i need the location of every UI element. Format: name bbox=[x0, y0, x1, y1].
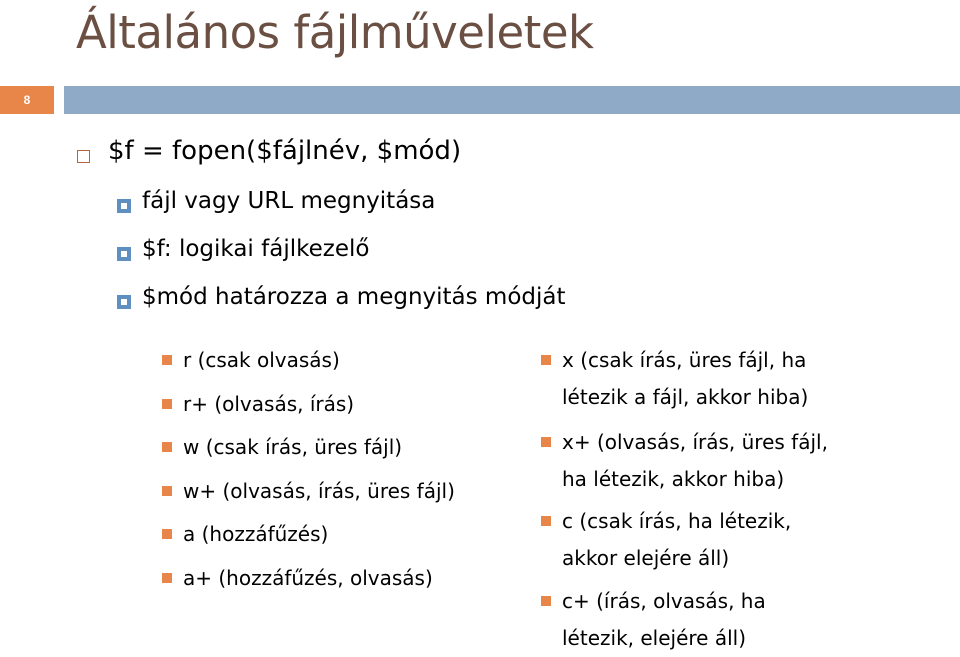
filled-square-bullet-icon bbox=[162, 355, 172, 365]
mode-line: c+ (írás, olvasás, ha bbox=[562, 589, 766, 613]
filled-square-bullet-icon bbox=[162, 486, 172, 496]
mode-item-c bbox=[562, 503, 791, 577]
sub-bullet-3: $mód határozza a megnyitás módját bbox=[142, 284, 566, 310]
slide-title: Általános fájlműveletek bbox=[76, 6, 594, 59]
mode-item-x-plus bbox=[562, 424, 828, 498]
mode-item: w (csak írás, üres fájl) bbox=[183, 435, 403, 459]
mode-line: létezik, elejére áll) bbox=[562, 626, 747, 650]
filled-square-bullet-icon bbox=[541, 516, 551, 526]
mode-line: akkor elejére áll) bbox=[562, 546, 730, 570]
sub-bullet-2: $f: logikai fájlkezelő bbox=[142, 236, 370, 262]
sub-bullet-1: fájl vagy URL megnyitása bbox=[142, 188, 436, 214]
filled-square-bullet-icon bbox=[162, 442, 172, 452]
header-bar bbox=[64, 86, 960, 114]
main-bullet: $f = fopen($fájlnév, $mód) bbox=[108, 136, 462, 166]
filled-square-bullet-icon bbox=[541, 355, 551, 365]
slide-number: 8 bbox=[0, 86, 54, 114]
mode-line: c (csak írás, ha létezik, bbox=[562, 509, 792, 533]
mode-item: r (csak olvasás) bbox=[183, 348, 340, 372]
square-bullet-icon bbox=[117, 247, 131, 261]
mode-item: a+ (hozzáfűzés, olvasás) bbox=[183, 566, 433, 590]
mode-line: x (csak írás, üres fájl, ha bbox=[562, 348, 807, 372]
mode-item-x bbox=[562, 342, 808, 416]
mode-item: r+ (olvasás, írás) bbox=[183, 392, 355, 416]
square-bullet-icon bbox=[117, 199, 131, 213]
mode-line: x+ (olvasás, írás, üres fájl, bbox=[562, 430, 828, 454]
square-bullet-icon bbox=[117, 295, 131, 309]
mode-line: létezik a fájl, akkor hiba) bbox=[562, 385, 809, 409]
mode-line: ha létezik, akkor hiba) bbox=[562, 467, 785, 491]
mode-item-c-plus bbox=[562, 583, 766, 657]
filled-square-bullet-icon bbox=[162, 529, 172, 539]
filled-square-bullet-icon bbox=[541, 596, 551, 606]
mode-item: w+ (olvasás, írás, üres fájl) bbox=[183, 479, 455, 503]
filled-square-bullet-icon bbox=[162, 573, 172, 583]
filled-square-bullet-icon bbox=[162, 399, 172, 409]
filled-square-bullet-icon bbox=[541, 437, 551, 447]
mode-item: a (hozzáfűzés) bbox=[183, 522, 329, 546]
open-square-bullet-icon bbox=[77, 150, 90, 163]
